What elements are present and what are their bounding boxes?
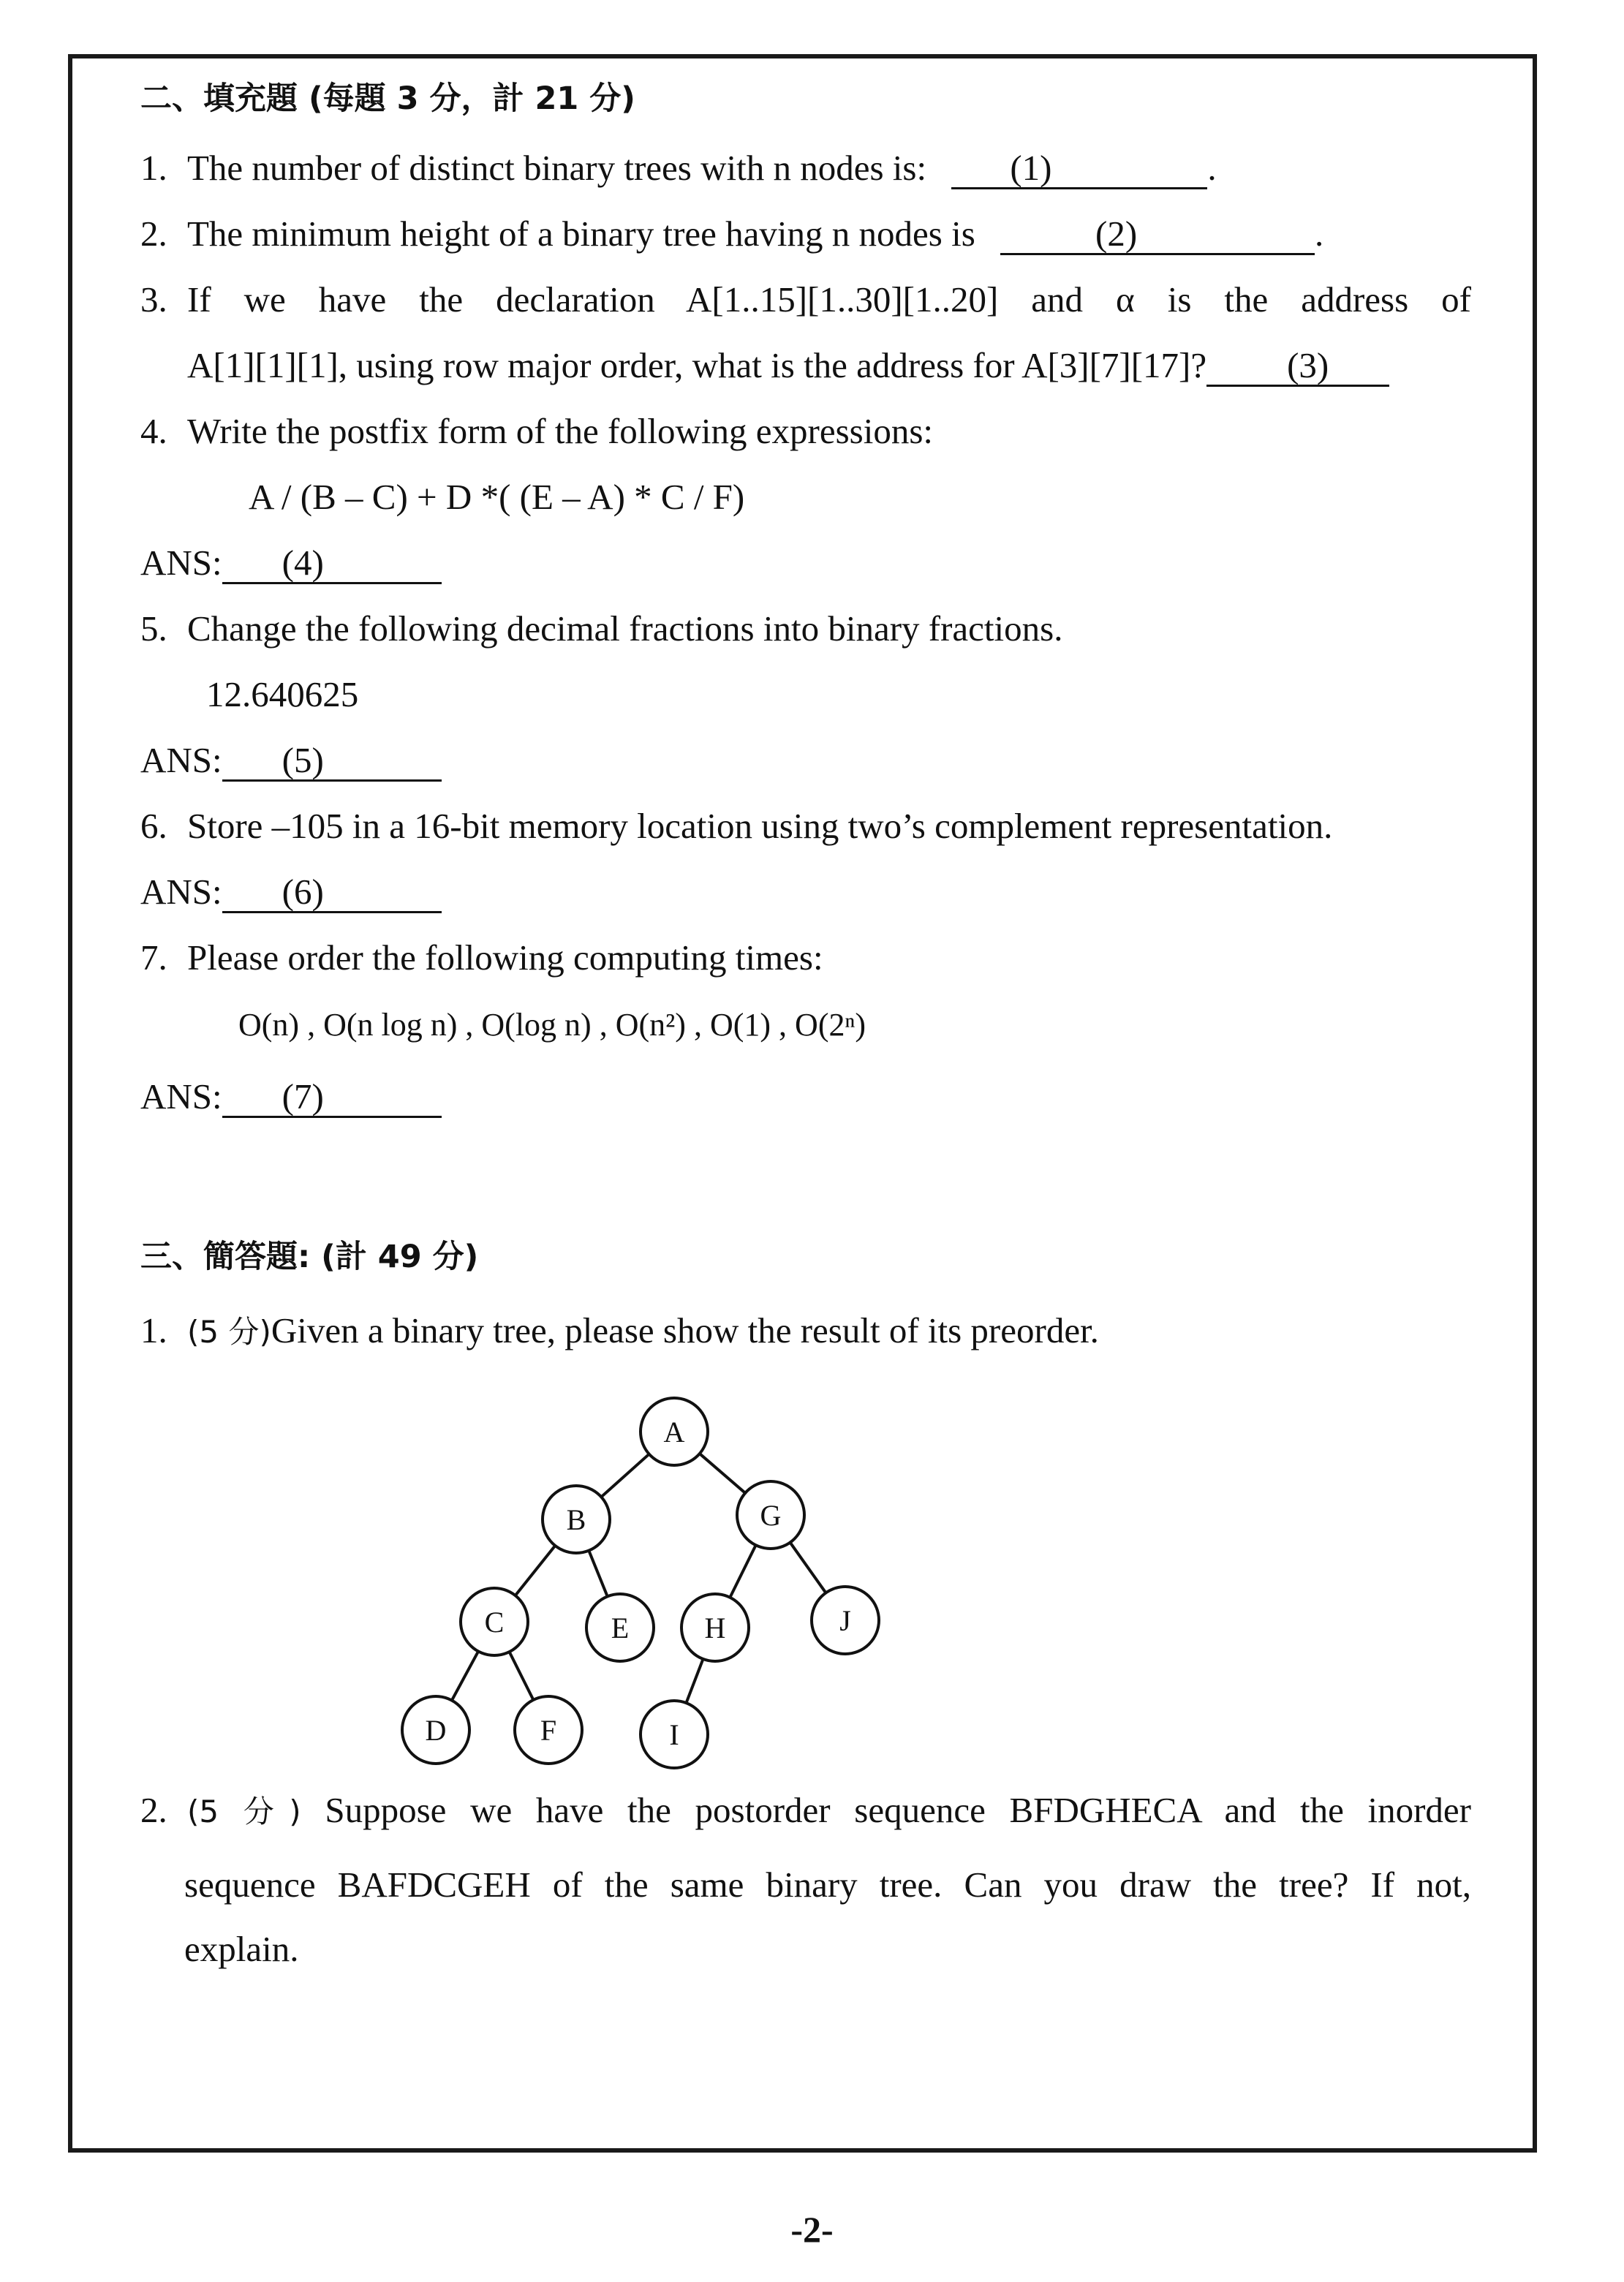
answer-blank-5: (5) (222, 741, 442, 782)
tree-node-label: A (663, 1416, 685, 1448)
question-text: Write the postfix form of the following expressions: (187, 411, 934, 451)
question-1: 1. The number of distinct binary trees with n nodes is: (1) . (140, 146, 1217, 190)
question-text: Store –105 in a 16-bit memory location using two’s complement representation. (187, 806, 1333, 846)
tree-node-B (543, 1486, 610, 1553)
answer-blank-7: (7) (222, 1078, 442, 1118)
tree-node-label: H (704, 1612, 726, 1644)
tree-edge-H-I (686, 1659, 703, 1703)
question-text: Change the following decimal fractions into binary fractions. (187, 608, 1063, 649)
tree-edge-G-J (790, 1543, 826, 1593)
question-number: 1. (140, 148, 167, 188)
tree-node-D (402, 1696, 469, 1764)
question-3-line2: A[1][1][1], using row major order, what is the address for A[3][7][17]? (3) (187, 344, 1389, 388)
tree-node-label: C (484, 1606, 505, 1639)
tree-node-F (515, 1696, 582, 1764)
tree-node-label: F (540, 1714, 557, 1747)
question-number: 6. (140, 806, 167, 846)
tree-node-C (461, 1588, 528, 1655)
question-number: 4. (140, 411, 167, 451)
tree-node-label: D (425, 1714, 447, 1747)
answer-blank-6: (6) (222, 873, 442, 913)
tree-node-J (812, 1587, 879, 1654)
question-number: 2. (140, 214, 167, 254)
points: (5 分) (187, 1794, 301, 1829)
decimal-value: 12.640625 (206, 674, 359, 714)
section3-heading: 三、簡答題: (計 49 分) (140, 1239, 479, 1275)
question-text: Given a binary tree, please show the result of its preorder. (271, 1310, 1099, 1350)
tree-node-A (641, 1398, 708, 1465)
tree-node-label: B (566, 1503, 586, 1536)
question-number: 5. (140, 608, 167, 649)
short-answer-2-line3: explain. (184, 1929, 299, 1969)
section2-heading: 二、填充題 (每題 3 分，計 21 分) (140, 80, 635, 117)
tree-node-H (681, 1594, 749, 1661)
computing-times: O(n) , O(n log n) , O(log n) , O(n²) , O(1) , O(2ⁿ) (238, 1007, 866, 1043)
question-number: 1. (140, 1310, 167, 1350)
tree-node-label: E (611, 1612, 630, 1644)
question-text: The number of distinct binary trees with n nodes is: (187, 148, 927, 188)
tree-edge-G-H (730, 1545, 755, 1597)
answer-blank-1: (1) (951, 149, 1207, 189)
answer-6: ANS: (6) (140, 870, 442, 914)
tree-edge-C-D (452, 1651, 478, 1700)
tree-edge-C-F (510, 1652, 534, 1700)
answer-blank-2: (2) (1000, 215, 1315, 255)
answer-4: ANS: (4) (140, 541, 442, 585)
question-text: If we have the declaration A[1..15][1..30][1..20] and α is the address of (187, 279, 1471, 320)
postfix-expression: A / (B – C) + D *( (E – A) * C / F) (249, 477, 745, 517)
question-text: Please order the following computing times: (187, 937, 823, 978)
tree-edge-A-G (700, 1454, 745, 1493)
tree-node-label: J (839, 1604, 851, 1637)
question-2: 2. The minimum height of a binary tree having n nodes is (2) . (140, 212, 1323, 256)
short-answer-2-line2: sequence BAFDCGEH of the same binary tree. Can you draw the tree? If not, (184, 1864, 1471, 1905)
page-number: -2- (790, 2209, 834, 2250)
tree-edge-B-E (589, 1551, 607, 1597)
answer-blank-3: (3) (1206, 347, 1389, 387)
tree-edge-B-C (515, 1546, 556, 1595)
tree-node-E (586, 1594, 654, 1661)
question-number: 3. (140, 279, 167, 320)
tree-node-label: G (760, 1499, 782, 1532)
tree-node-label: I (669, 1718, 679, 1751)
question-text: The minimum height of a binary tree having n nodes is (187, 214, 975, 254)
points: (5 分) (187, 1314, 271, 1350)
answer-7: ANS: (7) (140, 1075, 442, 1119)
tree-node-G (737, 1481, 804, 1549)
tree-edge-A-B (601, 1454, 649, 1497)
question-number: 7. (140, 937, 167, 978)
short-answer-2-line1 (140, 1788, 1471, 1834)
answer-5: ANS: (5) (140, 738, 442, 782)
tree-node-I (641, 1701, 708, 1768)
answer-blank-4: (4) (222, 544, 442, 584)
question-number: 2. (140, 1790, 167, 1830)
question-text: Suppose we have the postorder sequence BFDGHECA and the inorder (325, 1790, 1471, 1830)
